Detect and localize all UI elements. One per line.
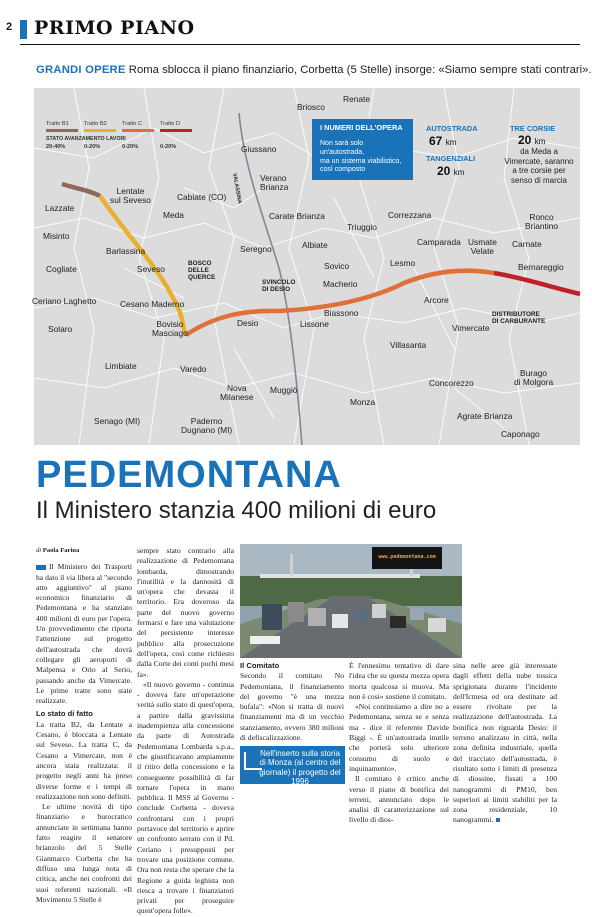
stat-tangenziali-unit: km — [453, 168, 465, 177]
place-agrate: Agrate Brianza — [457, 411, 513, 421]
map-legend — [46, 121, 206, 150]
article-p2: La tratta B2, da Lentate a Cesano, è bloccata a Lentate sul Seveso. La tratta C, da Cesano a Vimercate, non è ancora stata realizzata: il progetto negli anni ha preso diverse forme e i tempi di realizzazione non sono definiti. — [36, 719, 132, 801]
kicker: GRANDI OPERE — [36, 64, 126, 76]
place-svincolo: SVINCOLO DI DESIO — [262, 279, 296, 294]
legend-label-c: Tratto C — [122, 121, 142, 127]
byline — [36, 546, 132, 556]
place-distributore: DISTRIBUTORE DI CARBURANTE — [492, 311, 546, 326]
article-p6: Secondo il comitato No Pedemontana, il finanziamento del governo "è una mezza bufala": «Non si tratta di nuovi finanziamenti ma di un vecchio stanziamento, ovvero 380 milioni di defiscalizzazione. — [240, 671, 344, 743]
legend-pct-b2: 0-20% — [84, 144, 101, 150]
place-paderno: Paderno Dugnano (MI) — [181, 416, 233, 436]
place-lissone: Lissone — [300, 319, 329, 329]
place-seveso: Seveso — [137, 264, 165, 274]
place-muggio: Muggiò — [270, 385, 298, 395]
page-header — [0, 0, 580, 46]
place-barlassina: Barlassina — [106, 246, 146, 256]
place-renate: Renate — [343, 94, 371, 104]
route-map — [34, 88, 580, 445]
tratto-d — [494, 273, 580, 294]
legend-pct-d: 0-20% — [160, 144, 177, 150]
place-desio: Desio — [237, 318, 259, 328]
place-villasanta: Villasanta — [390, 340, 427, 350]
subtitle-comitato: Il Comitato — [240, 661, 280, 670]
place-lazzate: Lazzate — [45, 203, 75, 213]
stat-autostrada-unit: km — [445, 138, 457, 147]
place-varedo: Varedo — [180, 364, 207, 374]
tratto-b1 — [62, 184, 100, 196]
stat-autostrada-value — [429, 134, 456, 148]
kicker-line — [36, 64, 592, 76]
article-col-1 — [36, 546, 132, 905]
place-bernareggio: Bernareggio — [518, 262, 564, 272]
stat-tangenziali-number: 20 — [437, 164, 451, 178]
article-col-2 — [137, 546, 234, 917]
place-senago: Senago (MI) — [94, 416, 141, 426]
legend-pct-b1: 20-40% — [46, 144, 66, 150]
article-p1-text: Il Ministero dei Trasporti ha dato il via libera al "secondo atto aggiuntivo" al piano economico finanziario di Pedemontana e ha stanziato 400 milioni di euro per l'opera. Un provvedimento che riporta l'attenzione sul progetto dell'autostrada che dovrà collegare gli aeroporti di Malpensa e Orio al Serio, passando anche da Vimercate. Le prime tratte sono state realizzate. — [36, 562, 132, 706]
article-col-4 — [349, 661, 449, 826]
section-marker — [20, 20, 27, 39]
place-cogliate: Cogliate — [46, 264, 77, 274]
legend-label-d: Tratto D — [160, 121, 180, 127]
place-vimercate: Vimercate — [452, 323, 490, 333]
place-briosco: Briosco — [297, 102, 325, 112]
legend-swatch-b2 — [84, 129, 116, 132]
stat-corsie-label: TRE CORSIE — [510, 124, 556, 133]
place-carnate: Carnate — [512, 239, 542, 249]
legend-label-b1: Tratto B1 — [46, 121, 69, 127]
article-p7: È l'ennesimo tentativo di dare l'idea che su questa mezza opera morta qualcosa si muova. Ma non è così» sostiene il comitato. — [349, 661, 449, 701]
stat-corsie-desc: da Meda a Vimercate, saranno a tre corsie per senso di marcia — [504, 147, 574, 185]
place-carate: Carate Brianza — [269, 211, 325, 221]
photo-image — [240, 544, 462, 658]
byline-prefix: di — [36, 547, 42, 554]
place-albiate: Albiate — [302, 240, 328, 250]
place-concorezzo: Concorezzo — [429, 378, 474, 388]
byline-name: Paola Farina — [42, 547, 80, 554]
place-camparada: Camparada — [417, 237, 461, 247]
legend-pct-c: 0-20% — [122, 144, 139, 150]
place-verano: Verano Brianza — [260, 173, 289, 193]
article-p5: «Il nuovo governo - continua - doveva fare un'operazione verità sullo stato di quest'opera, a partire dalla gravissima inadempienza alla concessione da parte di Autostrada Pedemontana Lombarda s.p.a., che giustificavano ampiamente il ritiro della concessione e la conseguente possibilità di far tornare l'opera in mano pubblica. Il MSS al Governo - conclude Corbetta - doveva confrontarsi con i propri portavoce del territorio e aprire un confronto serrato con il Pd. Ceriano i presupposti per trovare una posizione comune. Ora non resta che sperare che la Regione a guida leghista non riesca a trovare i finanziatori privati per proseguire quest'opera folle». — [137, 679, 234, 916]
article-p10-text: sina nelle aree già interessate dagli effetti della nube tossica sprigionata durante l'incidente dell'Icmesa ed ora destinate ad essere rivoltate per la realizzazione dell'autostrada. La bonifica non riguarda Desio: il terreno analizzato in città, nella zona definita industriale, quella del tracciato dell'autostrada, è risultato sotto i limiti di presenza di diossine, fissati a 100 nanogrammi di PM10, ben superiori ai limiti stabiliti per la zona residenziale, 10 nanogrammi. — [453, 661, 557, 825]
legend-swatch-c — [122, 129, 154, 132]
place-misinto: Misinto — [43, 231, 70, 241]
article-p8: «Noi continuiamo a dire no a Pedemontana, senza se e senza ma - dice il referente Davide Biggi -. È un'autostrada inutile che porterà solo ulteriore consumo di suolo e inquinamento». — [349, 702, 449, 773]
place-giussano: Giussano — [241, 144, 277, 154]
place-cesano: Cesano Maderno — [120, 299, 185, 309]
stat-corsie-number: 20 — [518, 133, 532, 147]
place-sovico: Sovico — [324, 261, 350, 271]
place-cabiate: Cabiate (CO) — [177, 192, 227, 202]
deck: Roma sblocca il piano finanziario, Corbetta (5 Stelle) insorge: «Siamo sempre stati contrari». — [128, 64, 592, 76]
stat-autostrada-label: AUTOSTRADA — [426, 124, 478, 133]
place-arcore: Arcore — [424, 295, 449, 305]
subtitle-stato: Lo stato di fatto — [36, 709, 93, 719]
place-bosco: BOSCO DELLE QUERCE — [188, 260, 216, 282]
article-col-3 — [240, 661, 344, 743]
subhead: Il Ministero stanzia 400 milioni di euro — [36, 497, 437, 524]
place-triuggio: Triuggio — [347, 222, 377, 232]
place-nova: Nova Milanese — [220, 383, 254, 403]
stat-autostrada-number: 67 — [429, 134, 443, 148]
promo-text: Nell'inserto sulla storia di Monza (al centro del giornale) il progetto del 1996 — [259, 749, 341, 787]
section-title: PRIMO PIANO — [34, 17, 195, 39]
page-number: 2 — [6, 21, 13, 33]
article-p10 — [453, 661, 557, 826]
article-photo — [240, 544, 462, 658]
place-limbiate: Limbiate — [105, 361, 137, 371]
article-p4: sempre stato contrario alla realizzazione di Pedemontana lombarda, dimostrando l'inutilità e la dannosità di un'opera che devasta il territorio. Era doveroso da parte del nuovo governo fermarsi e fare una valutazione del persistente interesse pubblico alla prosecuzione dell'opera, così come richiesto dalla Corte dei conti pochi mesi fa». — [137, 546, 234, 679]
place-valassina: VALASSINA — [231, 172, 243, 205]
stat-corsie-unit: km — [534, 137, 546, 146]
place-usmate: Usmate Velate — [468, 237, 497, 257]
legend-label-b2: Tratto B2 — [84, 121, 107, 127]
place-lentate: Lentate sul Seveso — [110, 186, 151, 206]
place-bovisio: Bovisio Masciago — [152, 319, 188, 339]
stat-tangenziali-label: TANGENZIALI — [426, 154, 476, 163]
place-ronco: Ronco Briantino — [525, 212, 559, 232]
place-meda: Meda — [163, 210, 184, 220]
headline: PEDEMONTANA — [36, 454, 342, 496]
place-macherio: Macherio — [323, 279, 358, 289]
article-p1 — [36, 562, 132, 706]
stat-tangenziali-value — [437, 164, 464, 178]
legend-status-title: STATO AVANZAMENTO LAVORI — [46, 136, 126, 142]
promo-box[interactable] — [240, 746, 345, 787]
place-seregno: Seregno — [240, 244, 272, 254]
place-lesmo: Lesmo — [390, 258, 416, 268]
end-mark — [496, 818, 500, 822]
place-burago: Burago di Molgora — [514, 368, 554, 388]
place-biassono: Biassono — [324, 308, 359, 318]
numbers-desc: Non sarà solo un'autostrada, ma un sistema viabilistico, così composto — [320, 140, 402, 174]
place-correzzana: Correzzana — [388, 210, 432, 220]
numbers-title: I NUMERI DELL'OPERA — [320, 123, 403, 132]
legend-swatch-d — [160, 129, 192, 132]
article-col-5 — [453, 661, 557, 826]
header-rule — [20, 44, 580, 45]
article-p9: Il comitato è critico anche verso il piano di bonifica dei terreni, annunciato dopo le analisi di caratterizzazione sul livello di dios- — [349, 774, 449, 825]
numbers-box — [312, 119, 413, 180]
article-p3: Le ultime novità di tipo finanziario e burocratico annunciate in settimana hanno fatto reagire il senatore brianzolo del 5 Stelle Gianmarco Corbetta che ha diffuso una lunga nota di critica, anche nei confronti dei suoi referenti nazionali. «Il Movimento 5 Stelle è — [36, 802, 132, 904]
lead-marker — [36, 565, 46, 570]
photo-sign-text: www.pedemontana.com — [378, 554, 436, 560]
place-solaro: Solaro — [48, 324, 73, 334]
place-monza: Monza — [350, 397, 376, 407]
place-caponago: Caponago — [501, 429, 540, 439]
place-ceriano: Ceriano Laghetto — [32, 296, 97, 306]
stat-corsie-value — [518, 133, 545, 147]
legend-swatch-b1 — [46, 129, 78, 132]
